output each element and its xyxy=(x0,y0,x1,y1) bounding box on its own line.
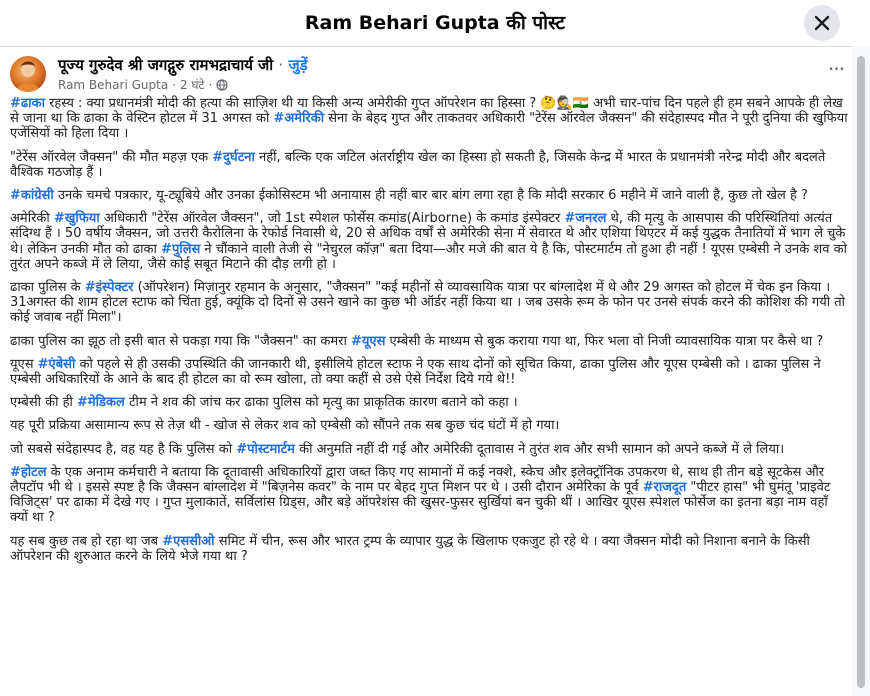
paragraph-text: ढाका पुलिस के xyxy=(10,280,85,296)
avatar[interactable] xyxy=(10,56,46,92)
hashtag-link[interactable]: #इंस्पेक्टर xyxy=(84,280,134,296)
post-paragraph xyxy=(10,211,848,272)
hashtag-link[interactable]: #एससीओ xyxy=(162,533,215,549)
paragraph-text: थे, की मृत्यु के आसपास की परिस्थितियां अत्यंत संदिग्ध हैं । 50 वर्षीय जैक्सन, जो उत्तरी कैरोलिना के रेफोर्ड निवासी थे, 20 से अधिक वर्षों से अमेरिकी सेना में सेवारत थे और एशिया थिएटर में कई युद्धक तैनातियों में भाग ले चुके थे। लेकिन उनकी मौत को ढाका xyxy=(10,211,846,257)
paragraph-text: अधिकारी "टेरेंस ऑरवेल जैक्सन", जो 1st स्पेशल फोर्सेस कमांड(Airborne) के कमांड इंस्पेक्टर xyxy=(99,211,565,227)
post-paragraph xyxy=(10,188,848,203)
paragraph-text: समिट में चीन, रूस और भारत ट्रम्प के व्यापार युद्ध के खिलाफ एकजुट हो रहे थे । क्या जैक्सन मोदी को निशाना बनाने के किसी ऑपरेशन की शुरुआत करने के लिये भेजे गया था ? xyxy=(10,533,810,564)
paragraph-text: की अनुमति नहीं दी गई और अमेरिकी दूतावास ने तुरंत शव और सभी सामान को अपने कब्जे में ले लिया। xyxy=(294,441,785,457)
dialog-header xyxy=(0,0,870,47)
paragraph-text: (ऑपरेशन) मिज़ानुर रहमान के अनुसार, "जैक्सन" "कई महीनों से व्यावसायिक यात्रा पर बांग्लादेश में थे और 29 अगस्त को होटल में चेक इन किया । 31अगस्त की शाम होटल स्टाफ को चिंता हुई, क्यूंकि दो दिनों से उसने खाने का कुछ भी ऑर्डर नहीं किया था । जब उसके रूम के फोन पर उनसे संपर्क करने की कोशिश की गयी तो कोई जवाब नहीं मिला"। xyxy=(10,280,846,326)
more-options-button[interactable]: ··· xyxy=(828,57,845,81)
paragraph-text: ढाका पुलिस का झूठ तो इसी बात से पकड़ा गया कि "जैक्सन" का कमरा xyxy=(10,333,351,349)
hashtag-link[interactable]: #कांग्रेसी xyxy=(10,188,54,204)
join-button[interactable]: जुड़ें xyxy=(288,56,308,74)
hashtag-link[interactable]: #पोस्टमार्टम xyxy=(236,441,295,457)
hashtag-link[interactable]: #खुफिया xyxy=(53,211,100,227)
post-meta xyxy=(58,76,228,93)
meta-separator-2: · xyxy=(208,77,213,92)
paragraph-text: के एक अनाम कर्मचारी ने बताया कि दूतावासी अधिकारियों द्वारा जब्त किए गए सामानों में कई नक्शे, स्केच और इलेक्ट्रॉनिक उपकरण थे, साथ ही तीन बड़े सूटकेस और लैपटॉप भी थे । इससे स्पष्ट है कि जैक्सन बांग्लादेश में "बिज़नेस कवर" के नाम पर बेहद गुप्त मिशन पर थे । उसी दौरान अमेरिका के पूर्व xyxy=(10,464,825,496)
paragraph-text: जो सबसे संदेहास्पद है, वह यह है कि पुलिस को xyxy=(10,441,237,457)
paragraph-text: रहस्य : क्या प्रधानमंत्री मोदी की हत्या की साज़िश थी या किसी अन्य अमेरीकी गुप्त ऑपरेशन का हिस्सा ? 🤔🕵️🇮🇳 अभी चार-पांच दिन पहले ही हम सबने आपके ही लेख से जाना था कि ढाका के वेस्टिन होटल में 31 अगस्त को xyxy=(10,96,843,127)
post-paragraph xyxy=(10,150,848,180)
paragraph-text: यह सब कुछ तब हो रहा था जब xyxy=(10,533,163,549)
paragraph-text: "टेरेंस ऑरवेल जैक्सन" की मौत महज़ एक xyxy=(10,149,213,165)
page-name-link[interactable]: पूज्य गुरुदेव श्री जगद्गुरु रामभद्राचार्य जी xyxy=(58,56,274,74)
post-paragraph xyxy=(10,357,848,387)
paragraph-text: उनके चमचे पत्रकार, यू-ट्यूबिये और उनका ईकोसिस्टम भी अनायास ही नहीं बार बार बांग लगा रहा है कि मोदी सरकार 6 महीने में जाने वाली है, कुछ तो खेल है ? xyxy=(53,188,808,204)
paragraph-text: ने चौंकाने वाली तेजी से "नेचुरल कॉज़" बता दिया—और मजे की बात ये है कि, पोस्टमार्टम तो हुआ ही नहीं ! यूएस एम्बेसी ने उनके शव को तुरंत अपने कब्जे में ले लिया, जैसे कोई सबूत मिटाने की दौड़ लगी हो । xyxy=(10,241,847,272)
paragraph-text: सेना के बेहद गुप्त और ताकतवर अधिकारी "टेरेंस ऑरवेल जैक्सन" की संदेहास्पद मौत ने पूरी दुनिया की खुफिया एजेंसियों को हिला दिया । xyxy=(10,111,848,142)
hashtag-link[interactable]: #अमेरिकी xyxy=(273,111,325,127)
close-icon xyxy=(814,15,830,31)
paragraph-text: अमेरिकी xyxy=(10,211,54,227)
dialog-title: Ram Behari Gupta की पोस्ट xyxy=(304,12,566,34)
paragraph-text: को पहले से ही उसकी उपस्थिति की जानकारी थी, इसीलिये होटल स्टाफ ने एक साथ दोनों को सूचित किया, ढाका पुलिस और यूएस एम्बेसी को । ढाका पुलिस ने एम्बेसी अधिकारियों के आने के बाद ही होटल का वो रूम खोला, तो क्या कहीं से उसे ऐसे निर्देश दिये गये थे!! xyxy=(10,356,821,388)
paragraph-text: एम्बेसी के माध्यम से बुक कराया गया था, फिर भला वो निजी व्यावसायिक यात्रा पर कैसे था ? xyxy=(385,333,824,349)
paragraph-text: "पीटर हास" भी घुमंतू 'प्राइवेट विजिट्स' पर ढाका में देखे गए । गुप्त मुलाकातें, सर्विलांस ग्रिड्स, और बड़े ऑपरेशंस की खुसर-फुसर सुर्खियां बन चुकी थीं । आखिर यूएस स्पेशल फोर्सेज का इतना बड़ा नाम वहाँ क्यों था ? xyxy=(10,480,831,526)
post-paragraph xyxy=(10,395,848,410)
paragraph-text: टीम ने शव की जांच कर ढाका पुलिस को मृत्यु का प्राकृतिक कारण बताने को कहा । xyxy=(124,395,518,411)
post-paragraph xyxy=(10,442,848,457)
post-paragraph xyxy=(10,465,848,526)
hashtag-link[interactable]: #एंबेसी xyxy=(37,356,76,372)
meta-separator: · xyxy=(172,77,176,92)
avatar-image xyxy=(10,56,46,92)
hashtag-link[interactable]: #दुर्घटना xyxy=(212,149,255,165)
hashtag-link[interactable]: #यूएस xyxy=(350,333,386,349)
post-paragraph xyxy=(10,418,848,433)
hashtag-link[interactable]: #होटल xyxy=(10,464,47,480)
author-name[interactable]: Ram Behari Gupta xyxy=(58,77,169,92)
scrollbar-thumb[interactable] xyxy=(857,56,865,688)
post-time[interactable]: 2 घंटे xyxy=(180,78,205,92)
paragraph-text: एम्बेसी की ही xyxy=(10,395,78,411)
separator-dot: · xyxy=(278,56,284,74)
paragraph-text: यूएस xyxy=(10,356,38,372)
post-paragraph xyxy=(10,280,848,326)
post-body xyxy=(10,96,848,572)
hashtag-link[interactable]: #ढाका xyxy=(10,96,45,111)
post-paragraph xyxy=(10,96,848,142)
hashtag-link[interactable]: #पुलिस xyxy=(161,241,201,257)
paragraph-text: नहीं, बल्कि एक जटिल अंतर्राष्ट्रीय खेल का हिस्सा हो सकती है, जिसके केन्द्र में भारत के प्रधानमंत्री नरेन्द्र मोदी और बदलते वैश्विक गठजोड़ हैं । xyxy=(10,149,826,180)
post-paragraph xyxy=(10,334,848,349)
close-button[interactable] xyxy=(804,5,840,41)
hashtag-link[interactable]: #राजदूत xyxy=(642,480,687,496)
globe-icon xyxy=(216,79,228,91)
post-paragraph xyxy=(10,534,848,564)
paragraph-text: यह पूरी प्रक्रिया असामान्य रूप से तेज़ थी - खोज से लेकर शव को एम्बेसी को सौंपने तक सब कुछ चंद घंटों में हो गया। xyxy=(10,418,560,434)
post-header xyxy=(10,54,850,94)
hashtag-link[interactable]: #मेडिकल xyxy=(77,395,125,411)
hashtag-link[interactable]: #जनरल xyxy=(564,211,607,227)
